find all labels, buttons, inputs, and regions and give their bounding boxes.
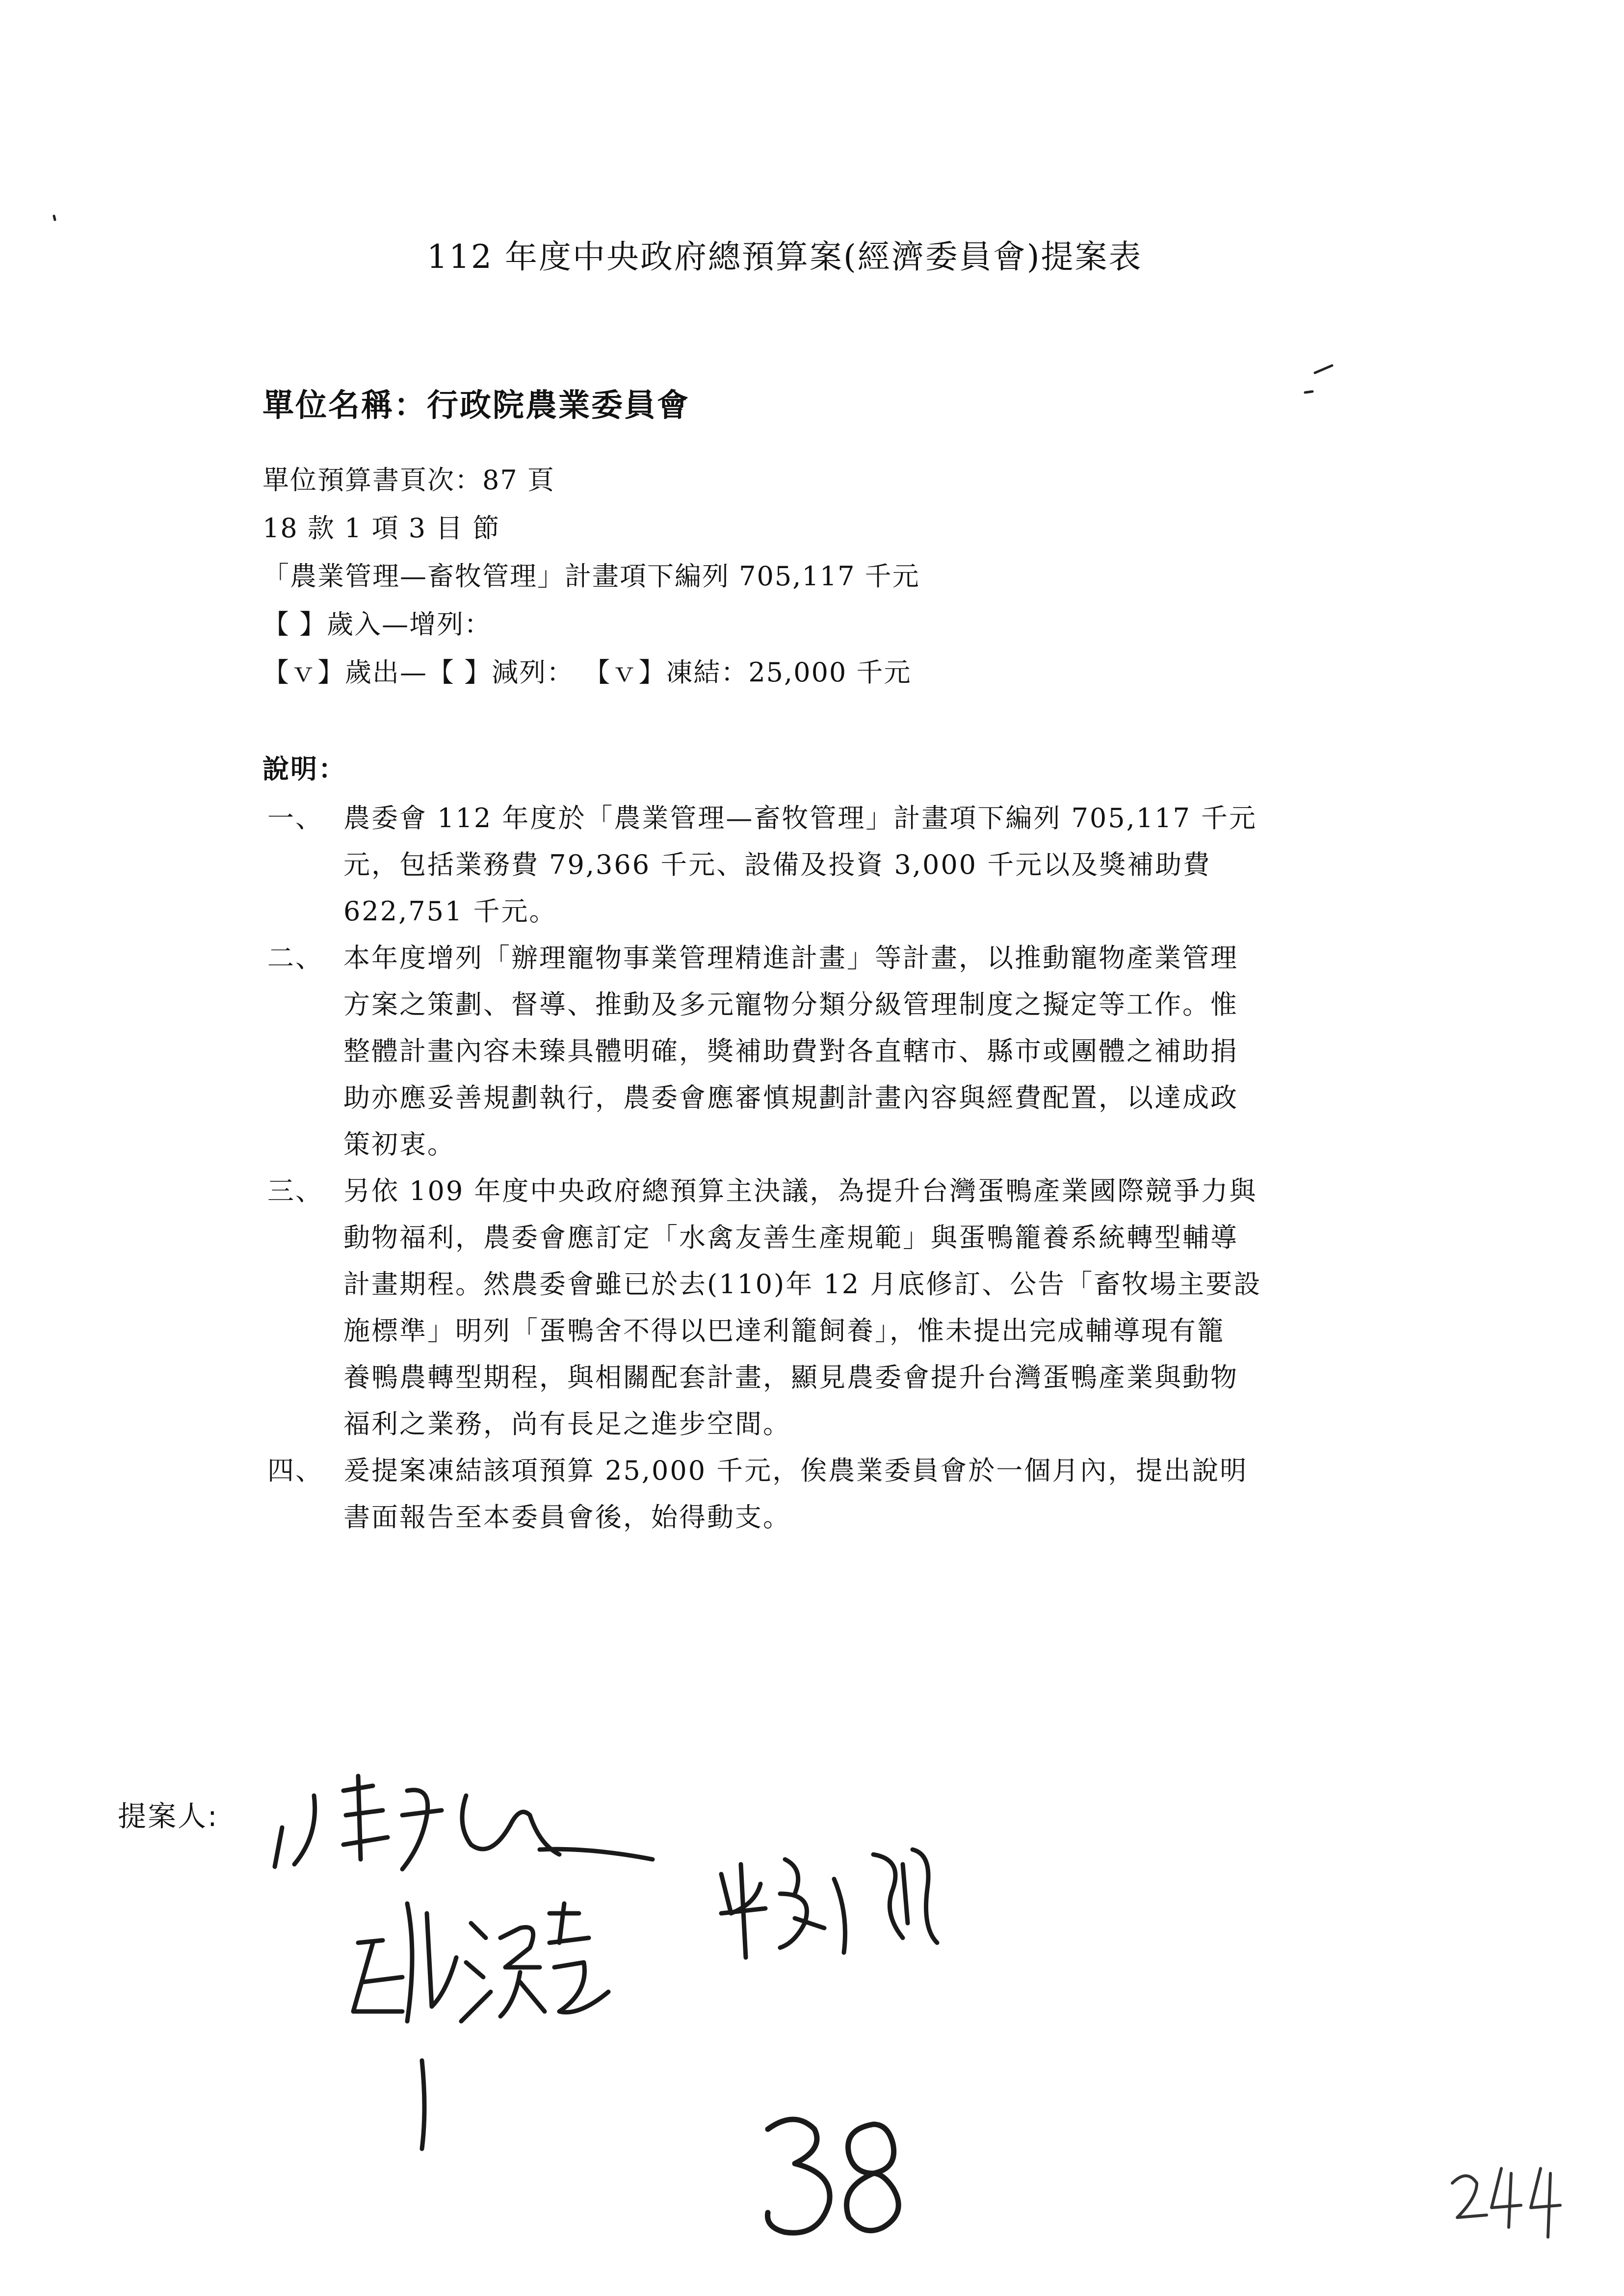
item-line: 計畫期程。然農委會雖已於去(110)年 12 月底修訂、公告「畜牧場主要設 xyxy=(343,1269,1262,1300)
unit-name: 單位名稱：行政院農業委員會 xyxy=(262,387,690,424)
item-number: 四、 xyxy=(267,1455,323,1486)
signature-1 xyxy=(275,1776,653,1869)
signature-3 xyxy=(353,1904,608,2149)
explanation-item-4 xyxy=(262,1447,1391,1540)
meta-line-budget-page: 單位預算書頁次：87 頁 xyxy=(262,465,555,496)
explanation-item-3 xyxy=(262,1168,1391,1447)
item-line: 元，包括業務費 79,366 千元、設備及投資 3,000 千元以及獎補助費 xyxy=(343,849,1211,880)
explanation-heading: 說明： xyxy=(262,753,346,784)
item-number: 三、 xyxy=(267,1175,323,1206)
item-number: 一、 xyxy=(267,803,323,834)
corner-number-handwritten xyxy=(1452,2168,1560,2237)
item-line: 施標準」明列「蛋鴨舍不得以巴達利籠飼養」，惟未提出完成輔導現有籠 xyxy=(343,1315,1225,1346)
item-line: 書面報告至本委員會後，始得動支。 xyxy=(343,1502,791,1533)
scan-mark xyxy=(1315,365,1332,373)
item-line: 養鴨農轉型期程，與相關配套計畫，顯見農委會提升台灣蛋鴨產業與動物 xyxy=(343,1362,1238,1393)
meta-line-section: 18 款 1 項 3 目 節 xyxy=(262,513,500,544)
page-number-handwritten xyxy=(767,2119,898,2233)
meta-line-program: 「農業管理—畜牧管理」計畫項下編列 705,117 千元 xyxy=(262,561,920,592)
scan-mark xyxy=(1305,391,1312,392)
item-line: 本年度增列「辦理寵物事業管理精進計畫」等計畫，以推動寵物產業管理 xyxy=(343,942,1238,973)
signature-2 xyxy=(721,1850,937,1957)
scan-mark xyxy=(54,216,55,220)
explanation-item-2 xyxy=(262,935,1391,1168)
item-line: 助亦應妥善規劃執行，農委會應審慎規劃計畫內容與經費配置，以達成政 xyxy=(343,1082,1238,1113)
item-line: 整體計畫內容未臻具體明確，獎補助費對各直轄市、縣市或團體之補助捐 xyxy=(343,1036,1238,1067)
item-number: 二、 xyxy=(267,942,323,973)
item-line: 福利之業務，尚有長足之進步空間。 xyxy=(343,1409,791,1439)
item-line: 622,751 千元。 xyxy=(343,896,557,927)
item-line: 策初衷。 xyxy=(343,1129,455,1160)
item-line: 爰提案凍結該項預算 25,000 千元，俟農業委員會於一個月內，提出說明 xyxy=(343,1455,1248,1486)
proposer-label: 提案人: xyxy=(118,1800,219,1833)
explanation-item-1 xyxy=(262,795,1391,935)
meta-line-expenditure: 【ｖ】歲出—【 】減列： 【ｖ】凍結：25,000 千元 xyxy=(262,657,912,688)
item-line: 方案之策劃、督導、推動及多元寵物分類分級管理制度之擬定等工作。惟 xyxy=(343,989,1238,1020)
item-line: 另依 109 年度中央政府總預算主決議，為提升台灣蛋鴨產業國際競爭力與 xyxy=(343,1175,1257,1206)
explanation-list xyxy=(262,795,1391,1540)
page-title: 112 年度中央政府總預算案(經濟委員會)提案表 xyxy=(427,238,1143,276)
meta-line-revenue: 【 】歲入—增列： xyxy=(262,609,492,640)
item-line: 動物福利，農委會應訂定「水禽友善生產規範」與蛋鴨籠養系統轉型輔導 xyxy=(343,1222,1238,1253)
item-line: 農委會 112 年度於「農業管理—畜牧管理」計畫項下編列 705,117 千元 xyxy=(343,803,1257,834)
budget-meta xyxy=(262,456,920,697)
